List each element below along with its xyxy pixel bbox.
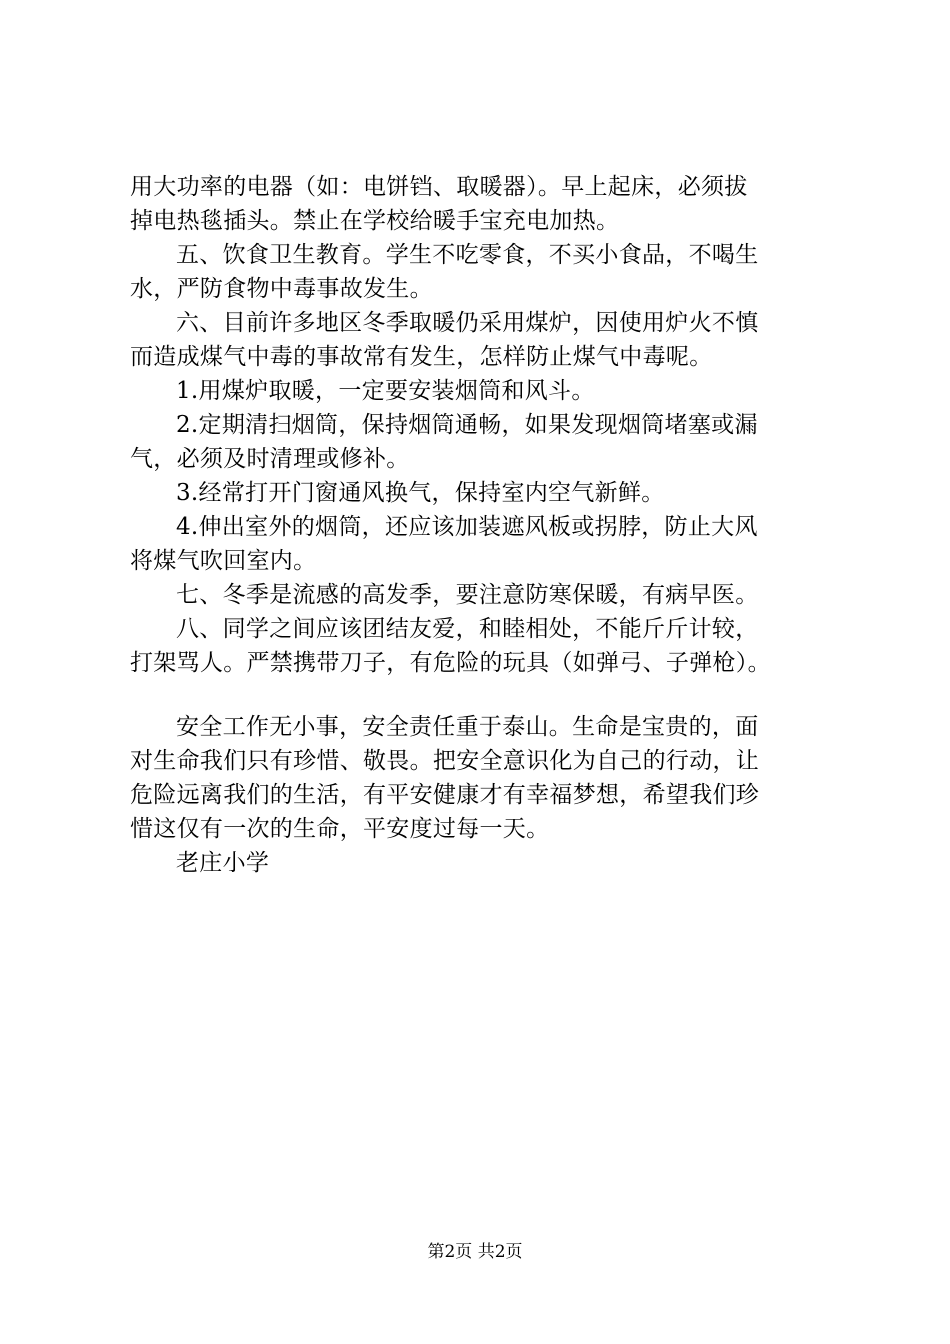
body-line: 八、同学之间应该团结友爱，和睦相处，不能斤斤计较， — [176, 616, 759, 642]
body-line: 气，必须及时清理或修补。 — [130, 446, 410, 472]
body-line: 掉电热毯插头。禁止在学校给暖手宝充电加热。 — [130, 208, 620, 234]
body-line: 1.用煤炉取暖，一定要安装烟筒和风斗。 — [176, 378, 595, 404]
body-line: 水，严防食物中毒事故发生。 — [130, 276, 433, 302]
body-line: 五、饮食卫生教育。学生不吃零食，不买小食品，不喝生 — [176, 242, 759, 268]
body-line: 打架骂人。严禁携带刀子，有危险的玩具（如弹弓、子弹枪）。 — [130, 650, 771, 676]
closing-line: 对生命我们只有珍惜、敬畏。把安全意识化为自己的行动，让 — [130, 748, 760, 774]
body-line: 将煤气吹回室内。 — [130, 548, 317, 574]
paragraph-spacer — [130, 680, 850, 710]
document-body — [130, 170, 850, 880]
page-number-footer: 第2页 共2页 — [427, 1242, 523, 1262]
body-line: 2.定期清扫烟筒，保持烟筒通畅，如果发现烟筒堵塞或漏 — [176, 412, 758, 438]
closing-line: 安全工作无小事，安全责任重于泰山。生命是宝贵的，面 — [176, 714, 759, 740]
closing-line: 惜这仅有一次的生命，平安度过每一天。 — [130, 816, 550, 842]
body-line: 4.伸出室外的烟筒，还应该加装遮风板或拐脖，防止大风 — [176, 514, 758, 540]
body-line: 六、目前许多地区冬季取暖仍采用煤炉，因使用炉火不慎 — [176, 310, 759, 336]
body-line: 3.经常打开门窗通风换气，保持室内空气新鲜。 — [176, 480, 665, 506]
body-line: 用大功率的电器（如：电饼铛、取暖器）。早上起床，必须拔 — [130, 174, 748, 200]
signature-school-name: 老庄小学 — [176, 850, 270, 876]
body-line: 而造成煤气中毒的事故常有发生，怎样防止煤气中毒呢。 — [130, 344, 713, 370]
closing-line: 危险远离我们的生活，有平安健康才有幸福梦想，希望我们珍 — [130, 782, 760, 808]
body-line: 七、冬季是流感的高发季，要注意防寒保暖，有病早医。 — [176, 582, 759, 608]
